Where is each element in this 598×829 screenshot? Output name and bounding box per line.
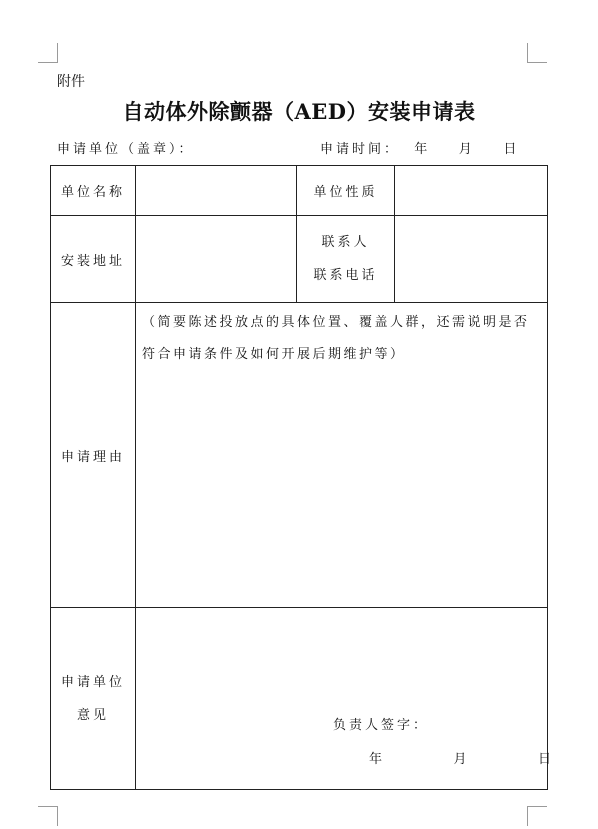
install-address-field[interactable]: [136, 216, 297, 303]
crop-mark-bottom-left: [57, 806, 58, 826]
opinion-label-line2: 意见: [76, 707, 109, 723]
applicant-unit-label: 申请单位（盖章）：: [57, 142, 195, 157]
crop-mark-bottom-left: [38, 806, 58, 807]
crop-mark-top-right: [527, 62, 547, 63]
contact-phone-label: 联系电话: [313, 268, 378, 283]
unit-nature-field[interactable]: [395, 166, 548, 216]
install-address-label: 安装地址: [51, 216, 136, 303]
crop-mark-bottom-right: [527, 806, 528, 826]
reason-field[interactable]: [136, 303, 548, 608]
signature-date: 年 月 日: [369, 752, 555, 767]
unit-name-field[interactable]: [136, 166, 297, 216]
unit-name-label: 单位名称: [51, 166, 136, 216]
reason-hint-text: （简要陈述投放点的具体位置、覆盖人群，还需说明是否符合申请条件及如何开展后期维护等）: [142, 315, 530, 362]
reason-label: 申请理由: [51, 303, 136, 608]
document-title: 自动体外除颤器（AED）安装申请表: [122, 99, 476, 124]
opinion-label-cell: [51, 608, 136, 790]
crop-mark-top-left: [38, 62, 58, 63]
crop-mark-top-left: [57, 43, 58, 62]
unit-nature-label: 单位性质: [297, 166, 395, 216]
crop-mark-top-right: [527, 43, 528, 62]
opinion-field[interactable]: [136, 608, 555, 790]
application-form-table: [50, 165, 555, 790]
crop-mark-bottom-right: [527, 806, 547, 807]
signature-label: 负责人签字：: [333, 718, 430, 733]
contact-labels-cell: [297, 216, 395, 303]
attachment-label: 附件: [57, 74, 85, 90]
contact-person-label: 联系人: [321, 235, 370, 250]
apply-time-label: 申请时间： 年 月 日: [320, 142, 520, 157]
contact-field[interactable]: [395, 216, 548, 303]
opinion-label-line1: 申请单位: [60, 674, 125, 690]
